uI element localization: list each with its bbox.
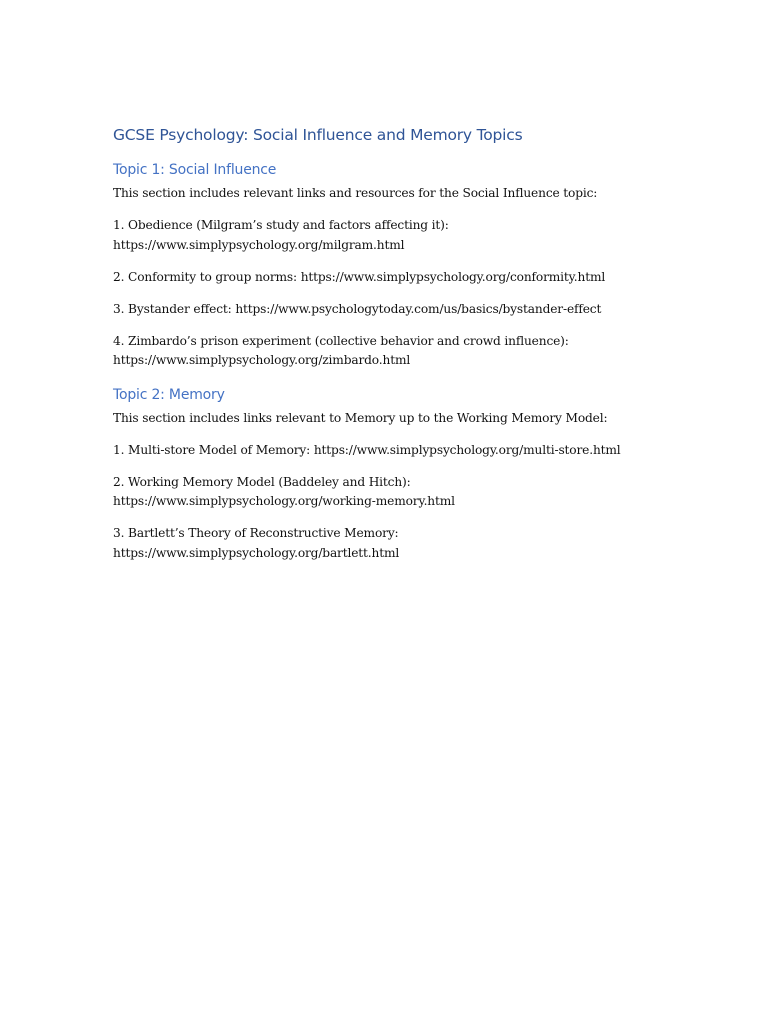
item-text: 4. Zimbardo’s prison experiment (collective behavior and crowd influence): [113, 333, 569, 348]
list-item [113, 332, 673, 371]
item-text: 2. Conformity to group norms: https://www.simplypsychology.org/conformity.html [113, 269, 606, 284]
item-text: 1. Obedience (Milgram’s study and factors affecting it): [113, 218, 449, 232]
section-memory [113, 385, 673, 564]
section-intro [113, 184, 673, 204]
item-link[interactable]: https://www.simplypsychology.org/bartlett.html [113, 545, 400, 560]
item-link[interactable]: https://www.simplypsychology.org/working-memory.html [113, 494, 455, 508]
document-page [113, 124, 673, 576]
item-link[interactable]: https://www.simplypsychology.org/milgram.html [113, 237, 405, 252]
section-intro [113, 409, 673, 429]
item-text: 3. Bartlett’s Theory of Reconstructive Memory: [113, 526, 399, 540]
list-item [113, 300, 673, 320]
list-item [113, 441, 673, 461]
section-heading: Topic 2: Memory [113, 386, 225, 403]
document-title: GCSE Psychology: Social Influence and Memory Topics [113, 126, 523, 144]
intro-text: This section includes links relevant to Memory up to the Working Memory Model: [113, 410, 608, 425]
list-item [113, 216, 673, 255]
section-heading: Topic 1: Social Influence [113, 162, 277, 178]
list-item [113, 524, 673, 563]
item-text: 3. Bystander effect: https://www.psychologytoday.com/us/basics/bystander-effect [113, 301, 602, 316]
list-item [113, 268, 673, 288]
section-social-influence [113, 160, 673, 371]
item-link[interactable]: https://www.simplypsychology.org/zimbardo.html [113, 353, 411, 367]
intro-text: This section includes relevant links and resources for the Social Influence topic: [113, 186, 598, 200]
item-text: 2. Working Memory Model (Baddeley and Hitch): [113, 474, 411, 489]
item-text: 1. Multi-store Model of Memory: https://www.simplypsychology.org/multi-store.html [113, 442, 621, 457]
list-item [113, 473, 673, 512]
